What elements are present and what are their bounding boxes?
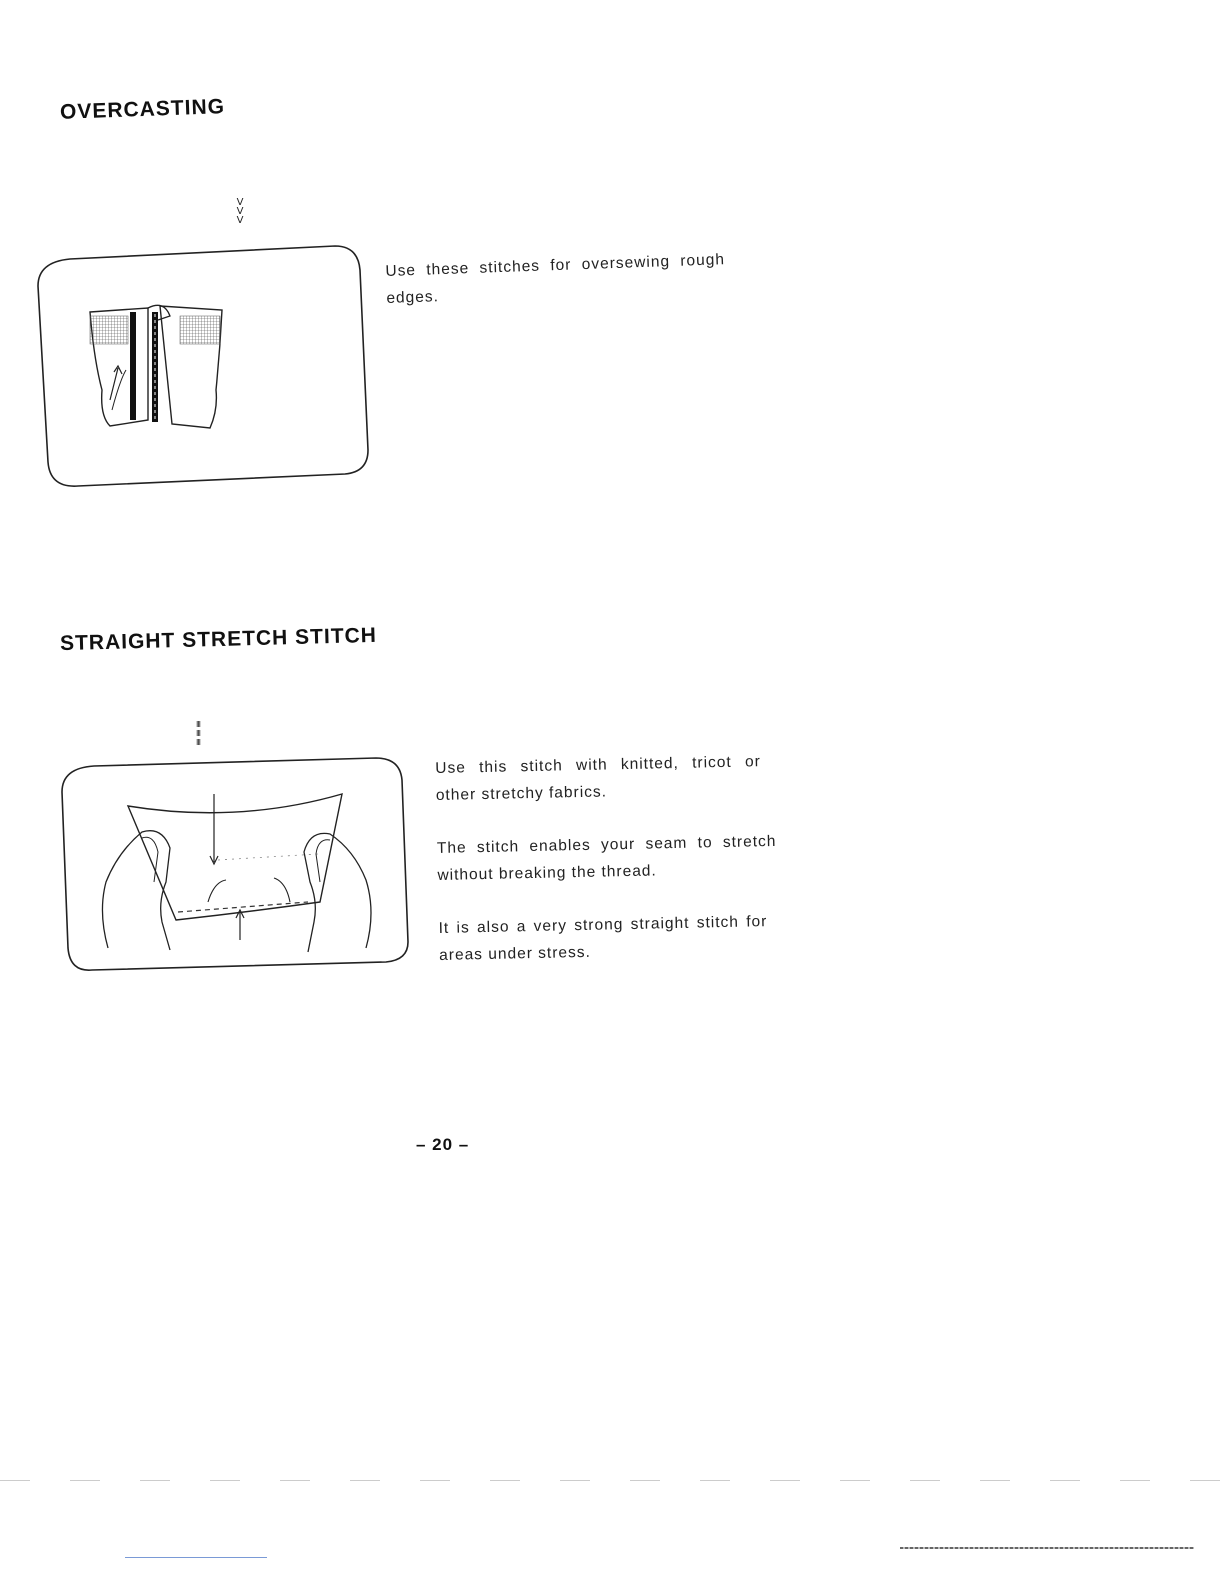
straight-stretch-description — [435, 748, 779, 969]
paragraph — [437, 828, 778, 889]
stretch-stitch-symbol — [186, 720, 210, 747]
text-line: Use these stitches for oversewing rough — [385, 251, 726, 280]
overcasting-illustration — [30, 240, 380, 495]
text-line: other stretchy fabrics. — [435, 783, 608, 804]
stitch-symbol-row: V — [236, 197, 244, 208]
overcasting-description — [385, 246, 726, 312]
scan-artifact-line — [0, 1480, 1224, 1481]
stitch-symbol-row: III — [195, 720, 201, 729]
stitch-symbol-row: III — [195, 738, 201, 747]
overcast-stitch-symbol — [230, 198, 250, 225]
stitch-symbol-row: V — [236, 215, 244, 226]
text-line: It is also a very strong straight stitch for — [438, 913, 768, 937]
straight-stretch-illustration — [58, 752, 414, 976]
scan-artifact-line — [125, 1557, 267, 1558]
paragraph — [438, 908, 779, 969]
text-line: edges. — [386, 288, 440, 307]
stitch-symbol-row: V — [236, 206, 244, 217]
text-line: without breaking the thread. — [437, 862, 657, 884]
paragraph — [435, 748, 776, 809]
overcasting-heading: OVERCASTING — [59, 95, 226, 124]
text-line: areas under stress. — [439, 943, 592, 964]
text-line: The stitch enables your seam to stretch — [436, 832, 777, 857]
page-number: – 20 – — [416, 1135, 470, 1154]
straight-stretch-heading: STRAIGHT STRETCH STITCH — [59, 623, 378, 656]
text-line: Use this stitch with knitted, tricot or — [435, 753, 761, 777]
stitch-symbol-row: III — [195, 729, 201, 738]
scan-artifact-line — [900, 1547, 1194, 1549]
